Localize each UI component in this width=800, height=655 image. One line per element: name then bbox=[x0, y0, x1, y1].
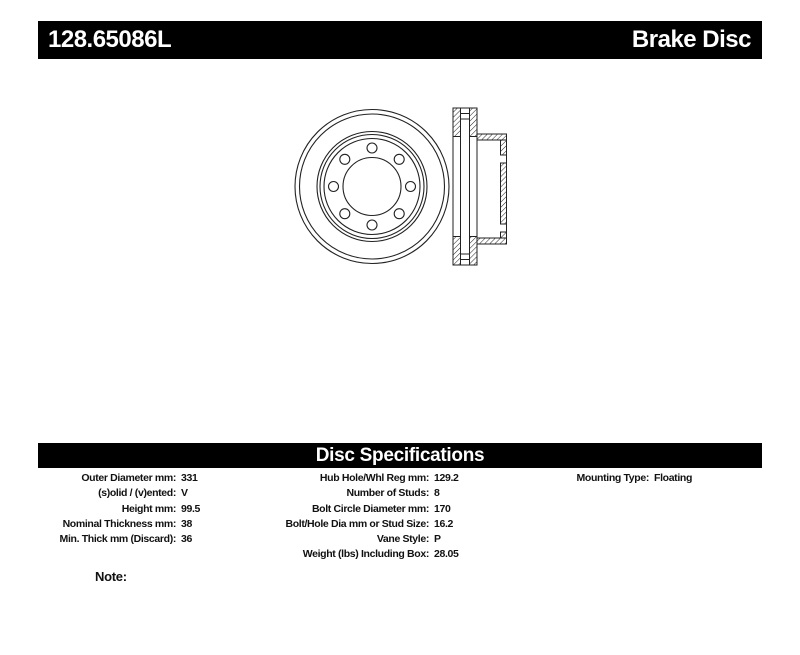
stud-hole bbox=[406, 182, 416, 192]
note-label: Note: bbox=[95, 569, 127, 584]
spec-label: Nominal Thickness mm: bbox=[62, 517, 176, 530]
spec-label: Outer Diameter mm: bbox=[81, 472, 176, 484]
spec-value: 36 bbox=[181, 533, 192, 546]
stud-hole bbox=[367, 143, 377, 153]
stud-hole bbox=[394, 209, 404, 219]
spec-label: Number of Studs: bbox=[346, 487, 429, 500]
outer-chamfer-circle bbox=[300, 114, 445, 259]
spec-label: Mounting Type: bbox=[576, 472, 649, 484]
disc-front-view bbox=[295, 110, 449, 264]
product-type-title: Brake Disc bbox=[631, 26, 751, 53]
center-hub-hole bbox=[343, 158, 401, 216]
spec-value: 99.5 bbox=[181, 502, 201, 515]
stud-hole bbox=[340, 154, 350, 164]
spec-value: 38 bbox=[181, 517, 192, 530]
spec-label: (s)olid / (v)ented: bbox=[98, 487, 176, 500]
spec-label: Min. Thick mm (Discard): bbox=[59, 533, 176, 546]
spec-value: 129.2 bbox=[434, 472, 459, 484]
spec-row bbox=[564, 471, 692, 486]
spec-label: Bolt Circle Diameter mm: bbox=[311, 502, 429, 515]
brake-disc-technical-drawing bbox=[288, 98, 514, 272]
stud-hole bbox=[340, 209, 350, 219]
outer-diameter-circle bbox=[295, 110, 449, 264]
header-bar bbox=[38, 21, 762, 59]
spec-value: 28.05 bbox=[434, 548, 459, 561]
spec-row bbox=[36, 486, 200, 501]
spec-row bbox=[269, 502, 459, 517]
spec-row bbox=[269, 532, 459, 547]
spec-row bbox=[269, 471, 459, 486]
spec-value: 16.2 bbox=[434, 517, 454, 530]
spec-row bbox=[36, 471, 200, 486]
part-number: 128.65086L bbox=[48, 26, 172, 53]
spec-value: 8 bbox=[434, 487, 440, 500]
spec-row bbox=[36, 502, 200, 517]
spec-value: 170 bbox=[434, 502, 451, 515]
spec-row bbox=[36, 532, 200, 547]
spec-value: 331 bbox=[181, 472, 198, 484]
hat-edge-outer-circle bbox=[317, 132, 427, 242]
spec-row bbox=[36, 517, 200, 532]
spec-label: Vane Style: bbox=[376, 533, 429, 546]
spec-value: V bbox=[181, 487, 188, 500]
spec-row bbox=[269, 547, 459, 562]
spec-value: P bbox=[434, 533, 441, 546]
spec-label: Height mm: bbox=[121, 502, 176, 515]
spec-value: Floating bbox=[654, 472, 693, 484]
spec-column-mounting bbox=[564, 471, 692, 486]
spec-section-bar bbox=[38, 443, 762, 468]
spec-label: Weight (lbs) Including Box: bbox=[302, 548, 429, 561]
spec-label: Bolt/Hole Dia mm or Stud Size: bbox=[285, 517, 429, 530]
stud-hole bbox=[329, 182, 339, 192]
spec-row bbox=[269, 486, 459, 501]
spec-column-dimensions bbox=[36, 471, 200, 547]
spec-row bbox=[269, 517, 459, 532]
disc-cross-section bbox=[453, 108, 507, 265]
stud-hole bbox=[394, 154, 404, 164]
hat-edge-inner-circle bbox=[320, 135, 424, 239]
spec-section-title: Disc Specifications bbox=[315, 444, 485, 466]
stud-hole bbox=[367, 220, 377, 230]
spec-label: Hub Hole/Whl Reg mm: bbox=[319, 472, 429, 484]
spec-column-hub-studs bbox=[269, 471, 459, 563]
